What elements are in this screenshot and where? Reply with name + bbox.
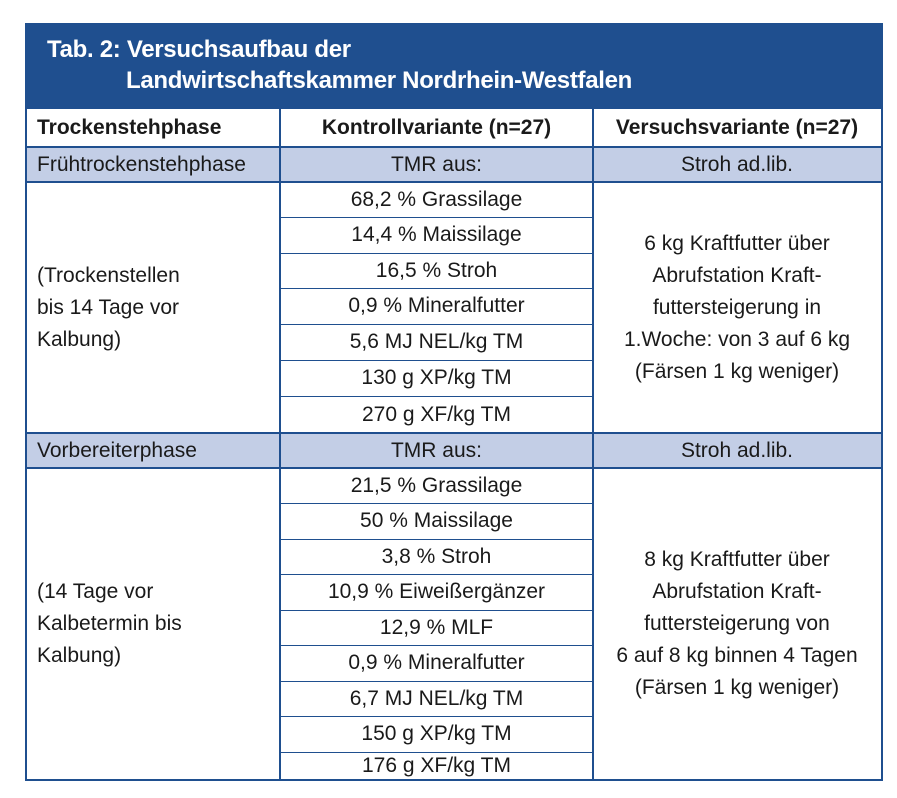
control-item: 50 % Maissilage <box>360 509 513 532</box>
control-item: 0,9 % Mineralfutter <box>348 651 525 674</box>
grid-line <box>280 716 593 717</box>
header-versuchsvariante: Versuchsvariante (n=27) <box>615 115 859 139</box>
period-line: Kalbung) <box>37 327 122 351</box>
trial-line: futtersteigerung in <box>652 295 822 319</box>
trial-line: Abrufstation Kraft- <box>652 579 822 603</box>
grid-line <box>280 217 593 218</box>
control-item: 12,9 % MLF <box>379 615 494 639</box>
phase-row-label: Frühtrockenstehphase <box>27 147 280 182</box>
phase-row-trial: Stroh ad.lib. <box>593 147 881 182</box>
grid-line <box>280 645 593 646</box>
table-title-line-2: Landwirtschaftskammer Nordrhein-Westfalen <box>126 67 633 94</box>
phase-row-control: TMR aus: <box>280 433 593 468</box>
control-item: 16,5 % Stroh <box>375 258 498 282</box>
grid-line <box>280 288 593 289</box>
period-line: Kalbetermin bis <box>37 611 182 635</box>
trial-line: 6 kg Kraftfutter über <box>644 231 830 255</box>
trial-description <box>593 468 881 779</box>
phase-row-label: Vorbereiterphase <box>27 433 280 468</box>
grid-line <box>27 432 881 434</box>
period-description <box>27 182 280 433</box>
grid-line <box>27 467 881 469</box>
table-frame <box>25 23 883 781</box>
period-line: (14 Tage vor <box>37 579 154 603</box>
grid-line <box>279 109 281 779</box>
trial-line: 8 kg Kraftfutter über <box>644 547 830 571</box>
trial-line: (Färsen 1 kg weniger) <box>634 675 840 699</box>
control-item: 6,7 MJ NEL/kg TM <box>349 686 524 710</box>
grid-line <box>592 109 594 779</box>
period-line: Kalbung) <box>37 643 122 667</box>
control-item: 270 g XF/kg TM <box>361 402 511 426</box>
period-line: bis 14 Tage vor <box>37 295 180 319</box>
trial-description <box>593 182 881 433</box>
trial-line: (Färsen 1 kg weniger) <box>634 359 840 383</box>
trial-line: Abrufstation Kraft- <box>652 263 822 287</box>
control-item: 130 g XP/kg TM <box>361 366 512 389</box>
grid-line <box>280 253 593 254</box>
control-item: 68,2 % Grassilage <box>350 187 523 211</box>
header-kontrollvariante: Kontrollvariante (n=27) <box>321 115 552 139</box>
grid-line <box>27 146 881 148</box>
control-item: 150 g XP/kg TM <box>361 722 512 745</box>
trial-line: 6 auf 8 kg binnen 4 Tagen <box>616 643 858 667</box>
grid-line <box>280 752 593 753</box>
period-description <box>27 468 280 779</box>
table-title-bar <box>27 25 881 109</box>
table-title-line-1: Tab. 2: Versuchsaufbau der <box>47 36 351 63</box>
grid-line <box>27 181 881 183</box>
phase-row-trial: Stroh ad.lib. <box>593 433 881 468</box>
grid-line <box>280 360 593 361</box>
control-item: 5,6 MJ NEL/kg TM <box>349 330 524 353</box>
grid-line <box>280 503 593 504</box>
control-item: 3,8 % Stroh <box>381 544 492 568</box>
grid-line <box>280 574 593 575</box>
header-trockenstehphase: Trockenstehphase <box>37 115 222 139</box>
grid-line <box>280 539 593 540</box>
grid-line <box>280 681 593 682</box>
control-item: 10,9 % Eiweißergänzer <box>327 580 546 603</box>
trial-line: futtersteigerung von <box>644 611 830 635</box>
period-line: (Trockenstellen <box>37 263 180 287</box>
control-item: 21,5 % Grassilage <box>350 473 523 497</box>
grid-line <box>280 324 593 325</box>
control-item: 176 g XF/kg TM <box>361 753 511 777</box>
phase-row-control: TMR aus: <box>280 147 593 182</box>
grid-line <box>280 396 593 397</box>
control-item: 0,9 % Mineralfutter <box>348 294 525 317</box>
grid-line <box>280 610 593 611</box>
control-item: 14,4 % Maissilage <box>351 223 522 246</box>
trial-line: 1.Woche: von 3 auf 6 kg <box>623 327 851 351</box>
